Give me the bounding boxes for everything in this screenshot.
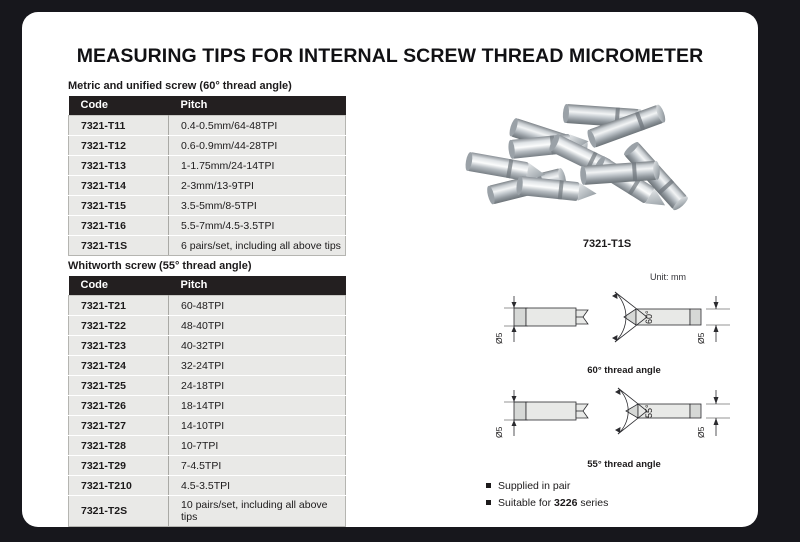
cell-code: 7321-T26 [69,396,169,416]
angle-label: 60° [644,310,654,324]
table-row [69,216,346,236]
cell-code: 7321-T15 [69,196,169,216]
note-text: Supplied in pair [498,480,571,492]
cell-code: 7321-T29 [69,456,169,476]
cell-code: 7321-T21 [69,296,169,316]
table-row [69,336,346,356]
cell-pitch: 10 pairs/set, including all above tips [169,496,346,527]
whitworth-spec-table [68,276,346,527]
drawing-55-caption: 55° thread angle [587,459,661,470]
cell-pitch: 18-14TPI [169,396,346,416]
content-card [22,12,758,527]
drawing-60-degree [484,286,764,376]
table-row [69,496,346,527]
table-row [69,356,346,376]
cell-pitch: 4.5-3.5TPI [169,476,346,496]
table-row [69,116,346,136]
diameter-label-left: Ø5 [494,426,504,438]
note-item [486,497,756,509]
note-item [486,480,756,492]
diameter-label-right: Ø5 [696,426,706,438]
cell-pitch: 5.5-7mm/4.5-3.5TPI [169,216,346,236]
whitworth-table-block [68,260,346,527]
note-emphasis: 3226 [554,497,578,509]
cell-code: 7321-T11 [69,116,169,136]
cell-pitch: 0.4-0.5mm/64-48TPI [169,116,346,136]
metric-spec-table [68,96,346,256]
cell-pitch: 32-24TPI [169,356,346,376]
product-photo [462,90,752,235]
metric-table-block [68,80,346,256]
cell-code: 7321-T23 [69,336,169,356]
table-row [69,396,346,416]
column-header-pitch: Pitch [169,276,346,296]
cell-code: 7321-T12 [69,136,169,156]
table-row [69,316,346,336]
cell-pitch: 7-4.5TPI [169,456,346,476]
column-header-code: Code [69,96,169,116]
cell-pitch: 60-48TPI [169,296,346,316]
cell-pitch: 10-7TPI [169,436,346,456]
metric-table-caption: Metric and unified screw (60° thread angle) [68,80,292,92]
table-row [69,416,346,436]
product-photo-caption: 7321-T1S [582,238,632,250]
cell-code: 7321-T24 [69,356,169,376]
cell-code: 7321-T14 [69,176,169,196]
table-row [69,236,346,256]
cell-pitch: 0.6-0.9mm/44-28TPI [169,136,346,156]
cell-code: 7321-T22 [69,316,169,336]
table-row [69,296,346,316]
drawing-55-degree [484,380,764,470]
cell-pitch: 14-10TPI [169,416,346,436]
angle-label: 55° [644,404,654,418]
cell-pitch: 3.5-5mm/8-5TPI [169,196,346,216]
unit-label: Unit: mm [650,272,686,282]
cell-pitch: 48-40TPI [169,316,346,336]
column-header-code: Code [69,276,169,296]
table-row [69,156,346,176]
table-row [69,436,346,456]
bullet-square-icon [486,483,491,488]
cell-code: 7321-T27 [69,416,169,436]
table-row [69,176,346,196]
note-text: Suitable for 3226 series [498,497,609,509]
table-row [69,476,346,496]
diameter-label-right: Ø5 [696,332,706,344]
table-row [69,376,346,396]
cell-code: 7321-T1S [69,236,169,256]
table-row [69,196,346,216]
table-header-row [69,276,346,296]
table-header-row [69,96,346,116]
table-row [69,456,346,476]
diameter-label-left: Ø5 [494,332,504,344]
cell-code: 7321-T28 [69,436,169,456]
notes-list [486,480,756,514]
cell-pitch: 24-18TPI [169,376,346,396]
table-row [69,136,346,156]
drawing-60-caption: 60° thread angle [587,365,661,376]
cell-code: 7321-T25 [69,376,169,396]
cell-code: 7321-T13 [69,156,169,176]
whitworth-table-caption: Whitworth screw (55° thread angle) [68,260,252,272]
cell-pitch: 1-1.75mm/24-14TPI [169,156,346,176]
cell-code: 7321-T2S [69,496,169,527]
cell-code: 7321-T210 [69,476,169,496]
cell-pitch: 6 pairs/set, including all above tips [169,236,346,256]
cell-pitch: 2-3mm/13-9TPI [169,176,346,196]
cell-pitch: 40-32TPI [169,336,346,356]
cell-code: 7321-T16 [69,216,169,236]
page-title: MEASURING TIPS FOR INTERNAL SCREW THREAD MICROMETER [76,45,704,67]
bullet-square-icon [486,500,491,505]
column-header-pitch: Pitch [169,96,346,116]
